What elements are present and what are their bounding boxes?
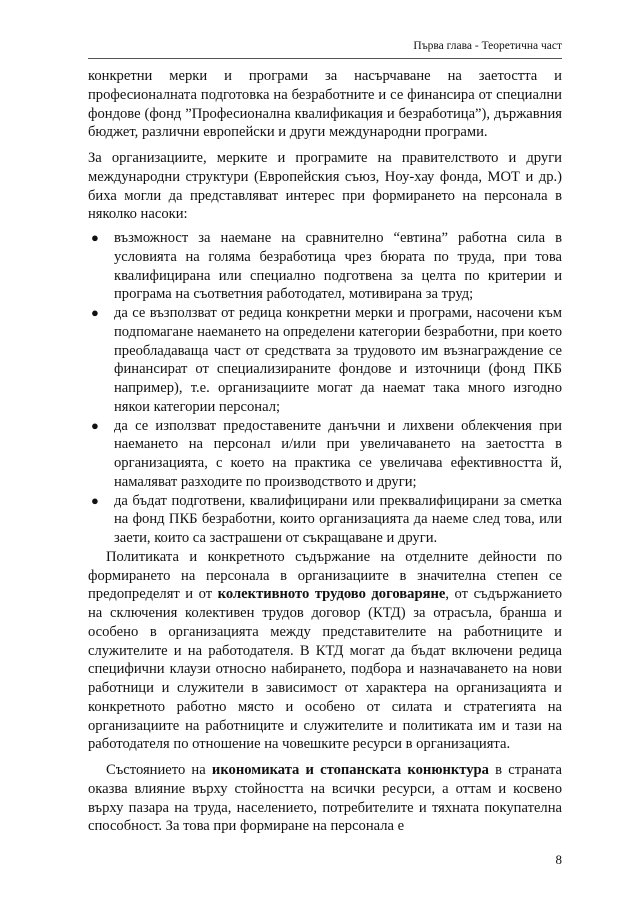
paragraph-4 xyxy=(88,761,562,836)
paragraph-3 xyxy=(88,548,562,754)
bullet-list xyxy=(88,229,562,548)
paragraph-3-emphasis: колективното трудово договаряне xyxy=(217,586,446,603)
list-item-text: възможност за наемане на сравнително “евтина” работна сила в условията на голяма безработица чрез бюрата по труда, при това квалифицирана или специално подготвена за целта по критерии и програма на съответния работодател, мотивирана за труд; xyxy=(114,230,562,303)
paragraph-4-text-a: Състоянието на xyxy=(106,762,212,778)
list-item-text: да се използват предоставените данъчни и лихвени облекчения при наемането на персонал и/или при увеличаването на заетостта в организацията, с което на практика се увеличава ефективността й, намаляват разходите по производството и други; xyxy=(114,417,562,490)
page-number: 8 xyxy=(555,852,562,867)
running-header: Първа глава - Теоретична част xyxy=(413,40,562,52)
list-item xyxy=(88,492,562,548)
paragraph-1: конкретни мерки и програми за насърчаване на заетостта и професионалната подготовка на безработните и се финансира от специални фондове (фонд ”Професионална квалификация и безработица”), държавния бюджет, различни европейски и други международни програми. xyxy=(88,68,562,141)
bullet-icon: ● xyxy=(91,417,99,433)
list-item-text: да бъдат подготвени, квалифицирани или преквалифицирани за сметка на фонд ПКБ безработни, които организацията да наеме след това, или заети, които са застрашени от съкращаване и други. xyxy=(114,492,562,546)
paragraph-3-text-a: Политиката и конкретното съдържание на отделните дейности по формирането на персонала в организациите в значителна степен се предопределят и от xyxy=(88,548,562,603)
body-text xyxy=(88,67,562,836)
bullet-icon: ● xyxy=(91,492,99,508)
bullet-icon: ● xyxy=(91,230,99,245)
list-item xyxy=(88,417,562,492)
bullet-icon: ● xyxy=(91,305,99,320)
header-rule xyxy=(88,58,562,59)
list-item xyxy=(88,229,562,304)
paragraph-3-text-b: , от съдържанието на сключения колективен трудов договор (КТД) за отрасъла, бранша и особено в организацията между представителите на работниците и служителите и на работодателя. В КТД могат да бъдат включени редица специфични клаузи относно набирането, подбора и назначаването на нови работници и служители в зависимост от характера на организацията и конкретното работно място и особено от силата и стратегията на организациите на работниците и служителите и политиката им и тази на работодателя по отношение на човешките ресурси в организацията. xyxy=(88,586,562,753)
list-item xyxy=(88,304,562,417)
paragraph-2: За организациите, мерките и програмите на правителството и други международни структури (Европейския съюз, Ноу-хау фонда, МОТ и др.) биха могли да представляват интерес при формирането на персонала в няколко насоки: xyxy=(88,150,562,223)
paragraph-4-text-b: в страната оказва влияние върху стойността на всички ресурси, а оттам и косвено върху пазара на труда, населението, потребителите и тяхната покупателна способност. За това при формиране на персонала е xyxy=(88,762,562,835)
list-item-text: да се възползват от редица конкретни мерки и програми, насочени към подпомагане наемането на определени категории безработни, при което преобладаваща част от средствата за трудовото им възнаграждение се финансират от специализираните фондове и източници (фонд ПКБ например), т.е. организациите могат да наемат така много изгодно някои категории персонал; xyxy=(114,305,562,415)
paragraph-4-emphasis: икономиката и стопанската конюнктура xyxy=(211,762,489,778)
